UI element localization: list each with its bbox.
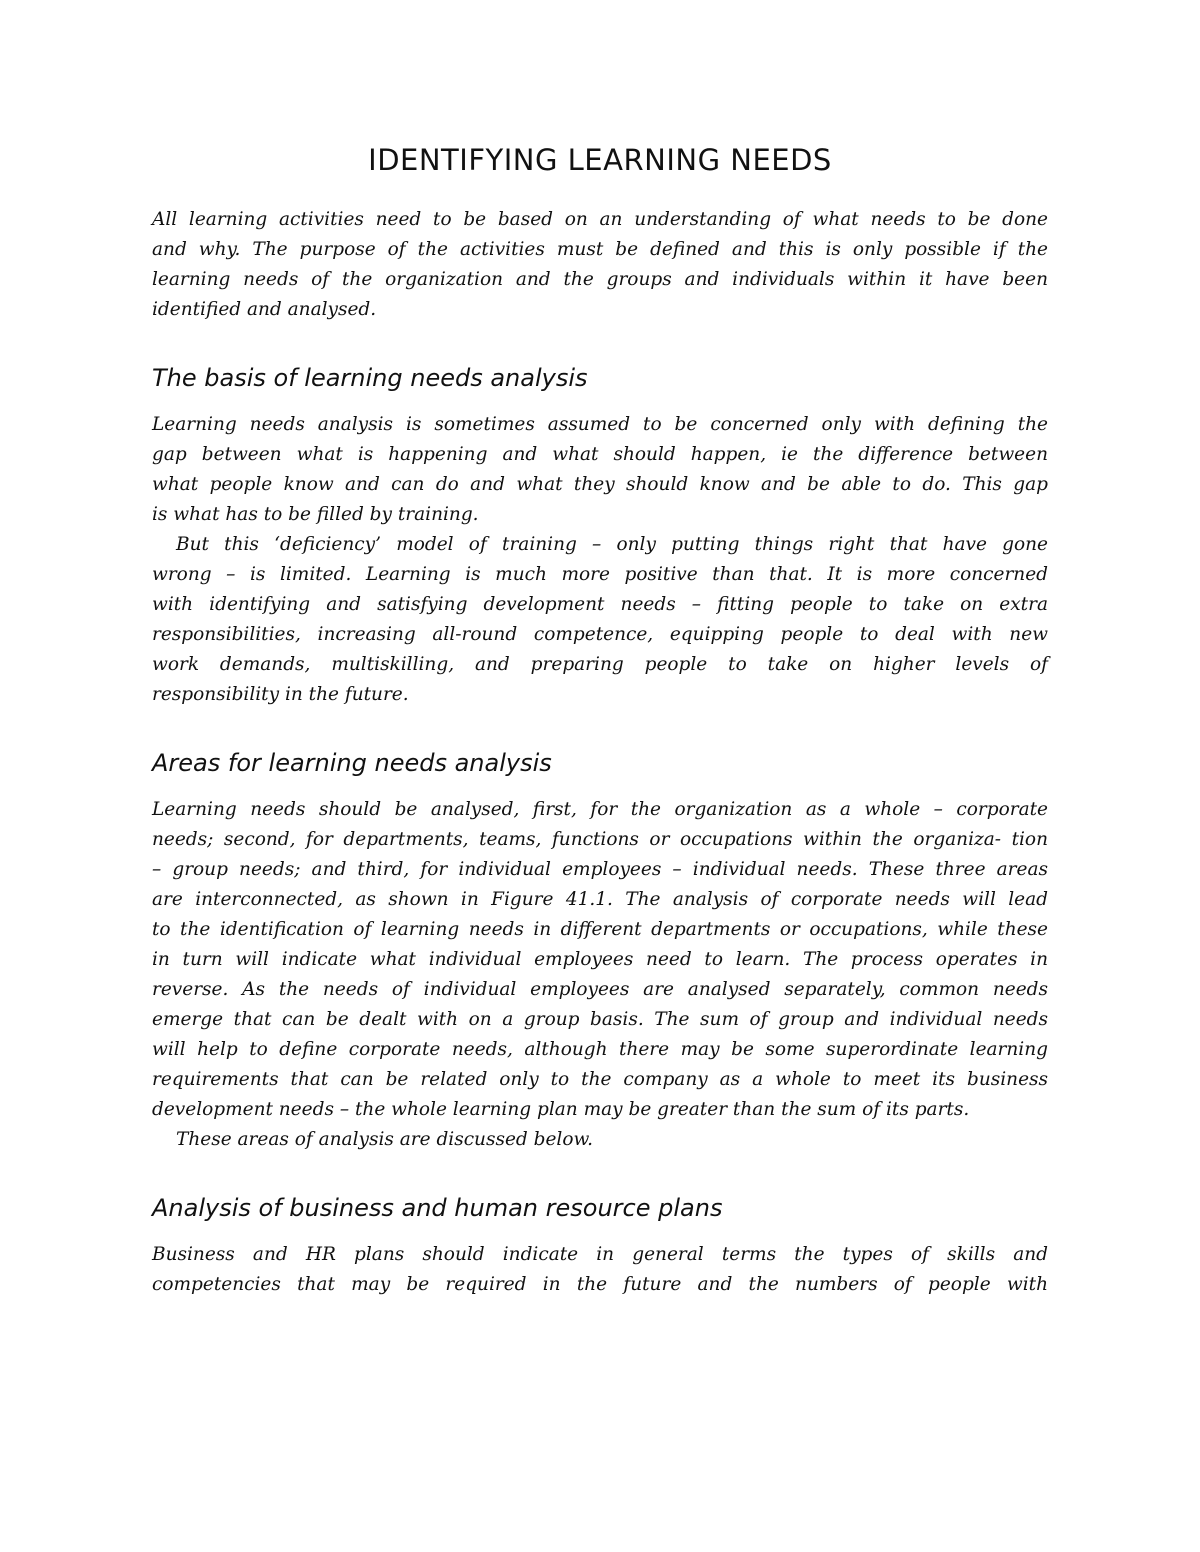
text-line: development needs – the whole learning plan may be greater than the sum of its parts.	[152, 1099, 970, 1120]
text-line: emerge that can be dealt with on a group basis. The sum of group and individual needs	[152, 1009, 1048, 1030]
text-line: competencies that may be required in the future and the numbers of people with	[152, 1274, 1048, 1295]
intro-paragraph	[152, 205, 1048, 325]
text-line: These areas of analysis are discussed below.	[176, 1129, 593, 1150]
text-line: with identifying and satisfying development needs – fitting people to take on extra	[152, 594, 1048, 615]
text-line: will help to define corporate needs, although there may be some superordinate learning	[152, 1039, 1048, 1060]
text-line: Learning needs should be analysed, first, for the organization as a whole – corporate	[152, 799, 1048, 820]
text-line: reverse. As the needs of individual employees are analysed separately, common needs	[152, 979, 1048, 1000]
text-line: responsibility in the future.	[152, 684, 409, 705]
page-title: IDENTIFYING LEARNING NEEDS	[368, 143, 832, 177]
text-line: needs; second, for departments, teams, functions or occupations within the organiza- tion	[152, 829, 1048, 850]
text-line: Learning needs analysis is sometimes assumed to be concerned only with defining the	[152, 414, 1048, 435]
section-heading: Analysis of business and human resource plans	[152, 1194, 723, 1222]
text-line: is what has to be filled by training.	[152, 504, 479, 525]
text-line: But this ‘deficiency’ model of training – only putting things right that have gone	[176, 534, 1048, 555]
text-line: requirements that can be related only to the company as a whole to meet its business	[152, 1069, 1048, 1090]
text-line: Business and HR plans should indicate in general terms the types of skills and	[152, 1244, 1048, 1265]
text-line: – group needs; and third, for individual employees – individual needs. These three areas	[152, 859, 1048, 880]
text-line: and why. The purpose of the activities must be defined and this is only possible if the	[152, 239, 1048, 260]
section-heading: The basis of learning needs analysis	[152, 364, 588, 392]
text-line: in turn will indicate what individual employees need to learn. The process operates in	[152, 949, 1048, 970]
text-line: are interconnected, as shown in Figure 41.1. The analysis of corporate needs will lead	[152, 889, 1048, 910]
text-line: work demands, multiskilling, and preparing people to take on higher levels of	[152, 654, 1048, 675]
text-line: identified and analysed.	[152, 299, 377, 320]
text-line: responsibilities, increasing all-round competence, equipping people to deal with new	[152, 624, 1048, 645]
text-line: All learning activities need to be based on an understanding of what needs to be done	[152, 209, 1048, 230]
section-paragraph	[152, 1240, 1048, 1300]
document-page	[152, 140, 1048, 1300]
section-heading: Areas for learning needs analysis	[152, 749, 552, 777]
text-line: to the identification of learning needs in different departments or occupations, while these	[152, 919, 1048, 940]
section-paragraph	[152, 795, 1048, 1155]
text-line: wrong – is limited. Learning is much more positive than that. It is more concerned	[152, 564, 1048, 585]
section-paragraph	[152, 410, 1048, 710]
text-line: gap between what is happening and what should happen, ie the difference between	[152, 444, 1048, 465]
text-line: learning needs of the organization and the groups and individuals within it have been	[152, 269, 1048, 290]
text-line: what people know and can do and what they should know and be able to do. This gap	[152, 474, 1048, 495]
